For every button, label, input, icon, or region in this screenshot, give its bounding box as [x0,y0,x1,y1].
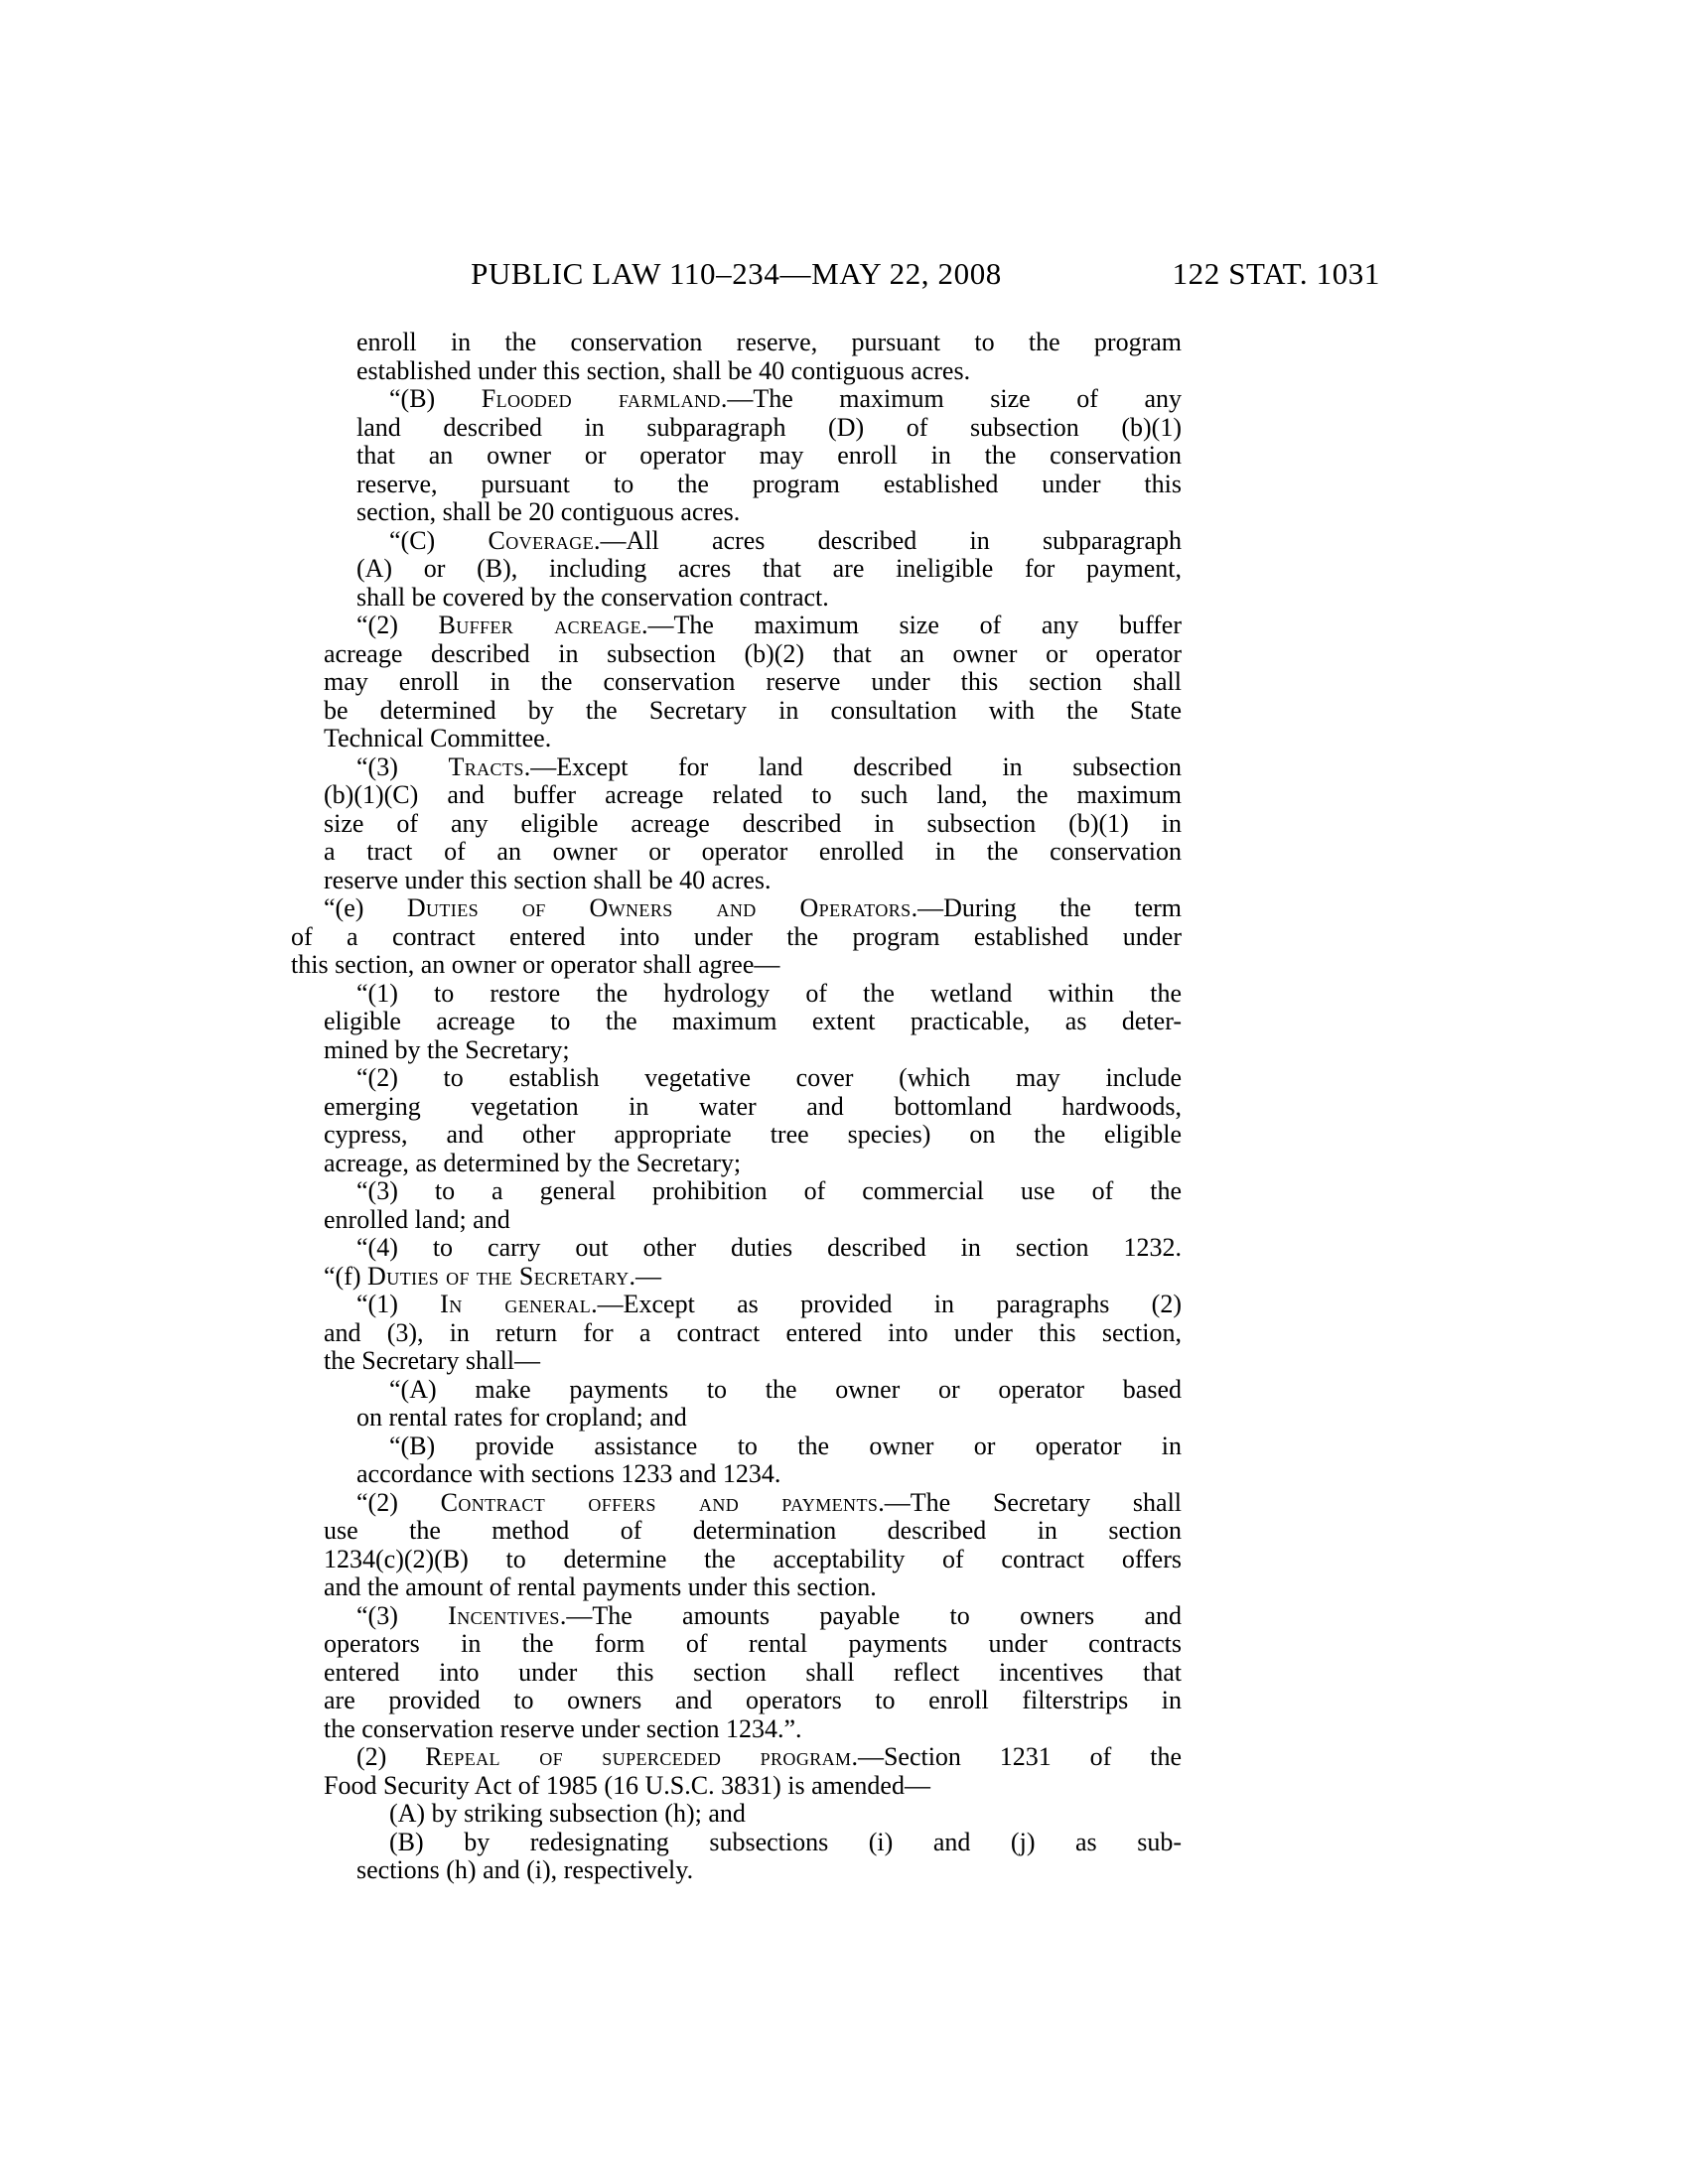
text-line [291,329,1182,357]
text-run: and (3), in return for a contract entered into under this section, [324,1317,1182,1347]
text-run: enroll in the conservation reserve, pursuant to the program [356,328,1182,356]
text-run: “(B) [389,384,482,413]
text-run: “(3) [356,751,449,781]
text-line [291,1743,1182,1772]
text-run: sections (h) and (i), respectively. [356,1855,694,1884]
text-run: are provided to owners and operators to enroll filterstrips in [324,1686,1182,1714]
text-line [291,385,1182,414]
text-run: shall be covered by the conservation contract. [356,582,829,612]
smallcaps-heading: Incentives [448,1600,560,1630]
text-line [291,1206,1182,1235]
text-run: enrolled land; and [324,1204,510,1234]
page-header-stat-number: 122 STAT. 1031 [1172,256,1380,291]
text-run: operators in the form of rental payments under contracts [324,1629,1182,1658]
text-line [291,1433,1182,1461]
text-line [291,1319,1182,1348]
text-line [291,1546,1182,1574]
text-run: “(2) [356,611,439,639]
text-run: (A) or (B), including acres that are ineligible for payment, [356,554,1182,583]
text-line [291,810,1182,839]
text-line [291,1291,1182,1319]
text-line [291,498,1182,527]
text-line [291,980,1182,1009]
text-line [291,1800,1182,1829]
text-run: size of any eligible acreage described in subsection (b)(1) in [324,808,1182,838]
text-run: that an owner or operator may enroll in the conservation [356,441,1182,470]
text-run: accordance with sections 1233 and 1234. [356,1459,781,1488]
text-line [291,781,1182,810]
text-run: .—Except for land described in subsection [523,751,1183,781]
text-line [291,894,1182,923]
text-run: “(C) [389,525,489,555]
text-run: be determined by the Secretary in consultation with the State [324,695,1182,725]
statute-text-block [291,329,1182,1885]
smallcaps-heading: Duties of Owners and Operators [406,893,912,922]
text-line [291,1064,1182,1093]
text-line [291,668,1182,697]
text-run: section, shall be 20 contiguous acres. [356,497,741,526]
smallcaps-heading: Contract offers and payments [440,1487,879,1517]
text-line [291,1177,1182,1206]
text-run: established under this section, shall be 40 contiguous acres. [356,355,971,385]
text-line [291,1687,1182,1715]
text-line [291,867,1182,895]
text-run: “(4) to carry out other duties described in section 1232. [356,1233,1182,1262]
smallcaps-heading: In general [440,1290,592,1318]
text-run: .—The maximum size of any buffer [641,611,1182,639]
text-line [291,1517,1182,1546]
text-run: .—All acres described in subparagraph [594,525,1182,555]
text-line [291,1573,1182,1602]
text-line [291,1489,1182,1518]
text-line [291,442,1182,471]
text-run: “(f) [324,1261,368,1291]
text-run: reserve under this section shall be 40 acres. [324,865,772,894]
text-run: “(2) to establish vegetative cover (which may include [356,1063,1182,1092]
text-line [291,1856,1182,1885]
text-line [291,414,1182,443]
text-line [291,1829,1182,1857]
text-run: Technical Committee. [324,724,552,752]
text-run: (B) by redesignating subsections (i) and (j) as sub- [389,1827,1182,1856]
text-line [291,1715,1182,1744]
text-run: the conservation reserve under section 1234.”. [324,1713,802,1743]
text-line [291,923,1182,952]
smallcaps-heading: Coverage [488,525,594,555]
text-run: “(3) [356,1600,449,1630]
text-line [291,1121,1182,1150]
smallcaps-heading: Tracts [448,751,524,781]
text-run: the Secretary shall— [324,1346,541,1375]
text-line [291,612,1182,640]
text-run: entered into under this section shall reflect incentives that [324,1657,1182,1687]
text-line [291,1602,1182,1631]
text-line [291,1630,1182,1659]
page-header-law-title: PUBLIC LAW 110–234—MAY 22, 2008 [471,256,1002,291]
text-line [291,951,1182,980]
text-line [291,753,1182,782]
text-line [291,471,1182,499]
text-run: “(A) make payments to the owner or operator based [389,1374,1182,1404]
text-line [291,584,1182,613]
smallcaps-heading: Buffer acreage [438,611,642,639]
text-run: “(2) [356,1487,441,1517]
text-line [291,838,1182,867]
smallcaps-heading: Repeal of superceded program [425,1742,852,1771]
text-run: acreage described in subsection (b)(2) that an owner or operator [324,638,1182,668]
text-line [291,357,1182,386]
text-run: (b)(1)(C) and buffer acreage related to such land, the maximum [324,780,1182,809]
text-run: this section, an owner or operator shall agree— [291,950,780,979]
text-line [291,527,1182,556]
text-line [291,555,1182,584]
text-run: (A) by striking subsection (h); and [389,1799,746,1828]
text-run: cypress, and other appropriate tree species) on the eligible [324,1120,1182,1149]
text-run: reserve, pursuant to the program established under this [356,469,1182,498]
text-run: .—During the term [911,893,1182,922]
text-line [291,1460,1182,1489]
text-line [291,1404,1182,1433]
text-line [291,725,1182,753]
text-run: .—The maximum size of any [720,384,1182,413]
text-run: emerging vegetation in water and bottomland hardwoods, [324,1091,1182,1121]
text-run: of a contract entered into under the program established under [291,921,1182,951]
text-run: on rental rates for cropland; and [356,1403,687,1432]
text-run: .—Section 1231 of the [851,1742,1182,1771]
text-run: .—The Secretary shall [878,1487,1183,1517]
text-run: (2) [356,1742,426,1771]
text-run: “(3) to a general prohibition of commercial use of the [356,1176,1182,1205]
text-line [291,1772,1182,1801]
text-line [291,1093,1182,1122]
text-line [291,1234,1182,1263]
text-run: eligible acreage to the maximum extent practicable, as deter- [324,1007,1182,1035]
text-run: .— [629,1261,662,1291]
text-run: “(B) provide assistance to the owner or operator in [389,1431,1182,1460]
text-line [291,697,1182,726]
text-line [291,1263,1182,1292]
text-run: Food Security Act of 1985 (16 U.S.C. 3831) is amended— [324,1770,930,1800]
text-line [291,640,1182,669]
text-run: and the amount of rental payments under this section. [324,1572,877,1601]
smallcaps-heading: Duties of the Secretary [367,1261,630,1291]
text-run: may enroll in the conservation reserve under this section shall [324,667,1182,696]
text-run: “(1) [356,1290,441,1318]
text-line [291,1036,1182,1065]
text-run: a tract of an owner or operator enrolled in the conservation [324,837,1182,866]
smallcaps-heading: Flooded farmland [481,384,721,413]
text-run: .—Except as provided in paragraphs (2) [591,1290,1182,1318]
text-run: “(e) [324,893,407,922]
text-run: .—The amounts payable to owners and [559,1600,1182,1630]
text-run: land described in subparagraph (D) of subsection (b)(1) [356,412,1182,442]
text-line [291,1659,1182,1688]
text-line [291,1008,1182,1036]
text-run: acreage, as determined by the Secretary; [324,1148,742,1177]
text-line [291,1376,1182,1405]
text-run: 1234(c)(2)(B) to determine the acceptability of contract offers [324,1544,1182,1573]
text-line [291,1150,1182,1178]
text-run: “(1) to restore the hydrology of the wetland within the [356,978,1182,1008]
text-run: use the method of determination described in section [324,1516,1182,1545]
text-line [291,1347,1182,1376]
text-run: mined by the Secretary; [324,1034,570,1064]
